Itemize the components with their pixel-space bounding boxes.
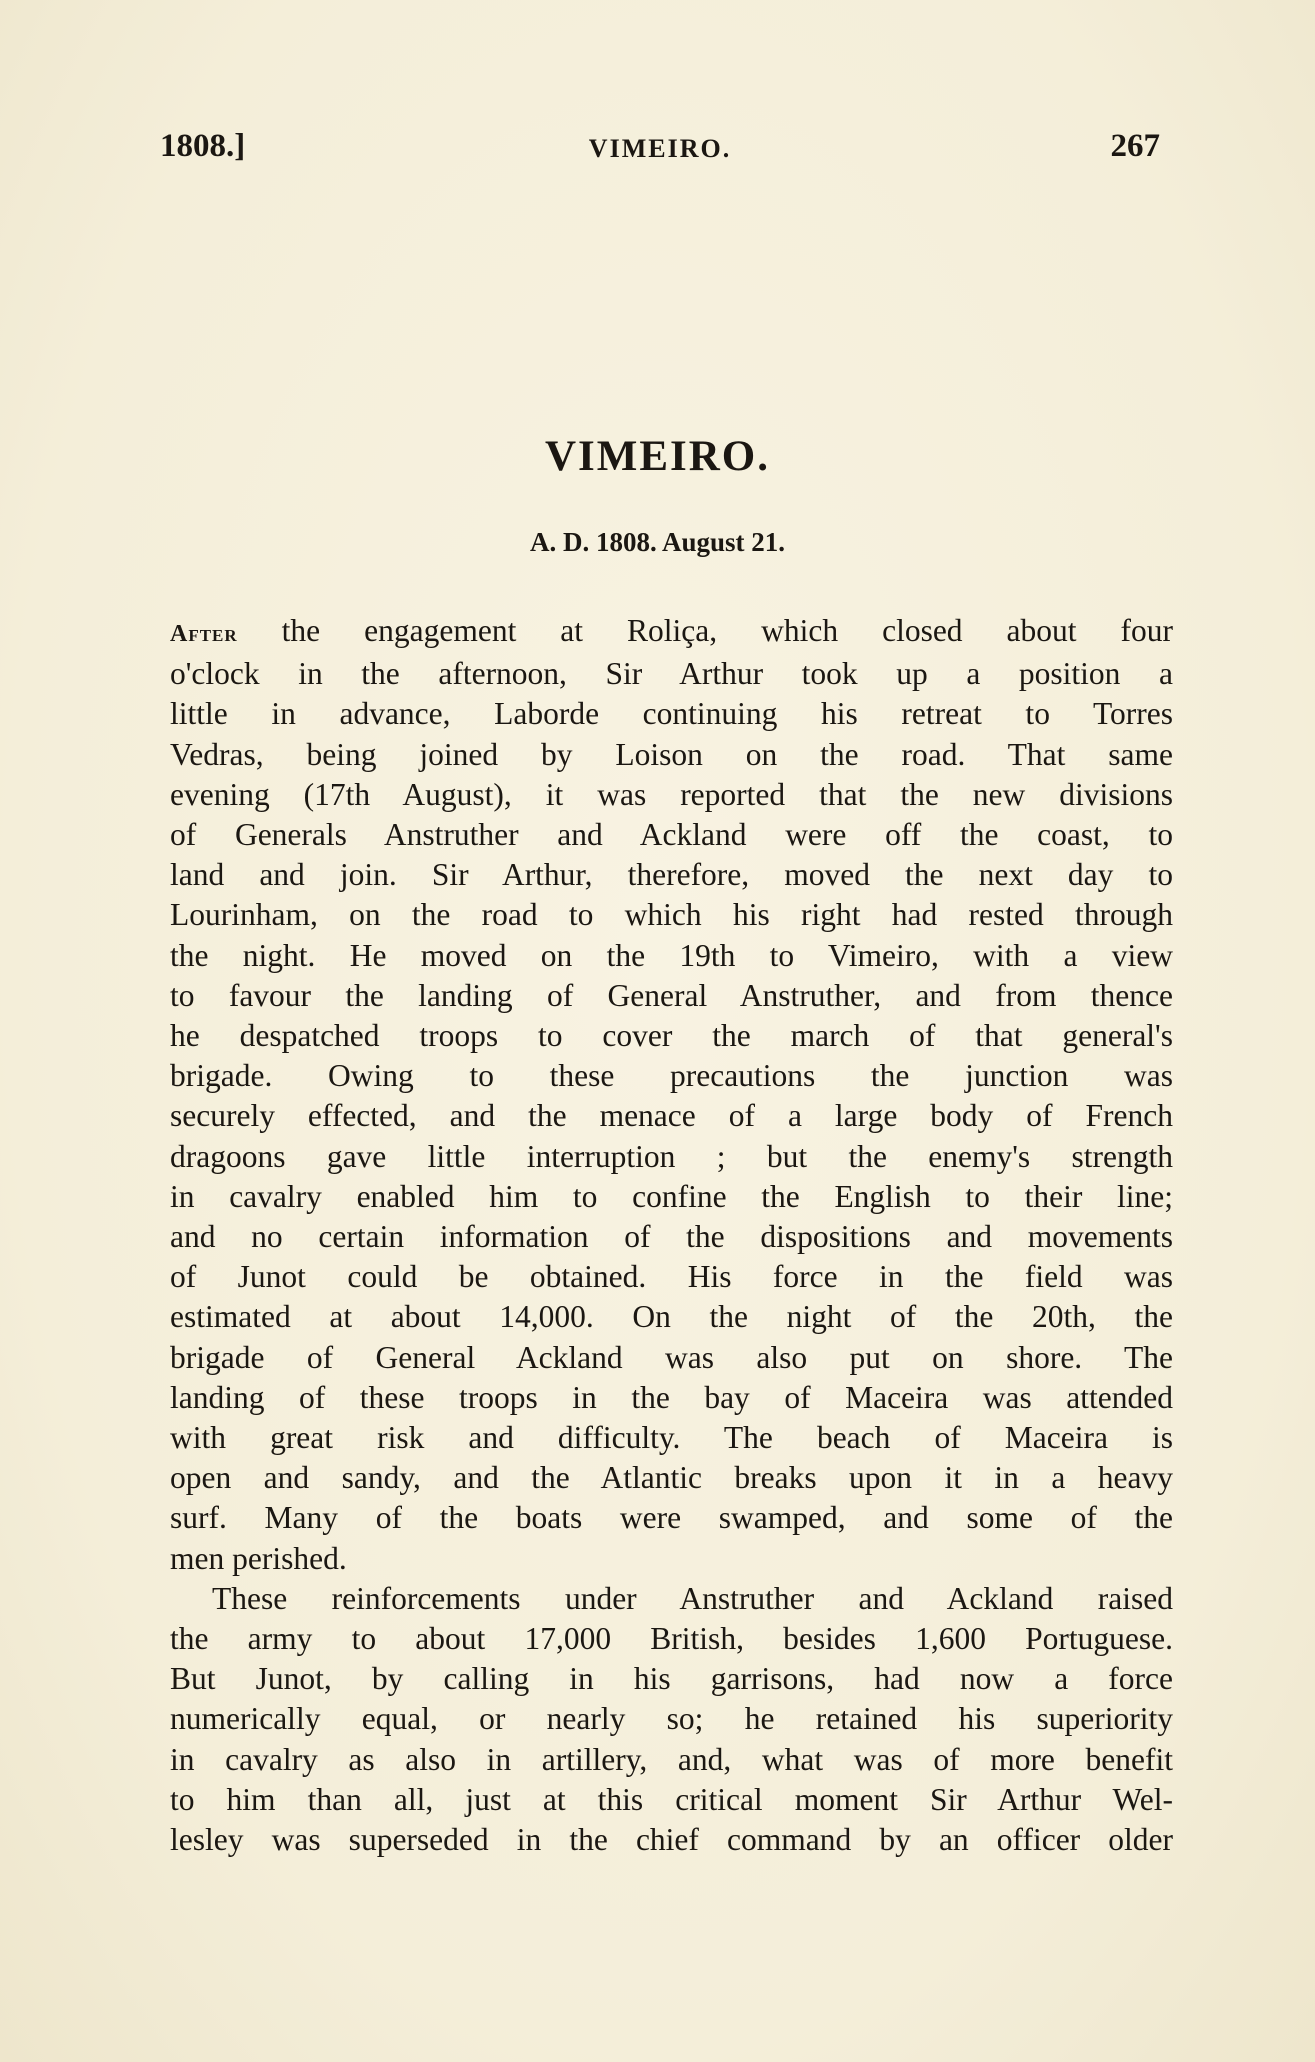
text-line: to favour the landing of General Anstruther, and from thence <box>170 977 1173 1013</box>
text-line: open and sandy, and the Atlantic breaks upon it in a heavy <box>170 1460 1173 1496</box>
text-line: Vedras, being joined by Loison on the road. That same <box>170 736 1173 772</box>
text-line: These reinforcements under Anstruther and Ackland raised <box>212 1580 1173 1616</box>
text-line: the army to about 17,000 British, besides 1,600 Portuguese. <box>170 1621 1173 1657</box>
text-line: to him than all, just at this critical moment Sir Arthur Wel- <box>170 1781 1173 1817</box>
text-line: numerically equal, or nearly so; he retained his superiority <box>170 1701 1173 1737</box>
text-line: men perished. <box>170 1540 347 1576</box>
running-head-title: VIMEIRO. <box>588 134 732 163</box>
page-number: 267 <box>1110 128 1160 164</box>
text-line: lesley was superseded in the chief command by an officer older <box>170 1822 1173 1858</box>
text-line: in cavalry as also in artillery, and, what was of more benefit <box>170 1741 1173 1777</box>
text-line: But Junot, by calling in his garrisons, had now a force <box>170 1661 1173 1697</box>
lead-word: After <box>170 621 238 647</box>
text-line: he despatched troops to cover the march of that general's <box>170 1018 1173 1054</box>
running-head <box>160 128 1160 178</box>
text-line: landing of these troops in the bay of Maceira was attended <box>170 1379 1173 1415</box>
text-line: little in advance, Laborde continuing his retreat to Torres <box>170 696 1173 732</box>
text-line: brigade of General Ackland was also put on shore. The <box>170 1339 1173 1375</box>
chapter-title: VIMEIRO. <box>544 433 771 480</box>
text-line: After the engagement at Roliça, which closed about four <box>170 613 1174 648</box>
text-line: Lourinham, on the road to which his right had rested through <box>170 897 1173 933</box>
text-line: securely effected, and the menace of a large body of French <box>170 1098 1173 1134</box>
text-line: dragoons gave little interruption ; but the enemy's strength <box>170 1138 1173 1174</box>
text-line: in cavalry enabled him to confine the English to their line; <box>170 1178 1173 1214</box>
text-line: the night. He moved on the 19th to Vimeiro, with a view <box>170 937 1173 973</box>
text-line: estimated at about 14,000. On the night of the 20th, the <box>170 1299 1173 1335</box>
running-head-year: 1808.] <box>160 128 246 164</box>
text-line: evening (17th August), it was reported that the new divisions <box>170 776 1173 812</box>
text-line: brigade. Owing to these precautions the junction was <box>170 1058 1173 1094</box>
text-line: of Generals Anstruther and Ackland were off the coast, to <box>170 817 1173 853</box>
date-line: A. D. 1808. August 21. <box>529 527 786 557</box>
text-line: and no certain information of the dispositions and movements <box>170 1219 1173 1255</box>
text-line: with great risk and difficulty. The beach of Maceira is <box>170 1420 1173 1456</box>
text-line: of Junot could be obtained. His force in the field was <box>170 1259 1173 1295</box>
text-line: o'clock in the afternoon, Sir Arthur took up a position a <box>170 656 1173 692</box>
text-line: surf. Many of the boats were swamped, and some of the <box>170 1500 1173 1536</box>
text-line: land and join. Sir Arthur, therefore, moved the next day to <box>170 857 1173 893</box>
body-text <box>170 611 1173 1860</box>
